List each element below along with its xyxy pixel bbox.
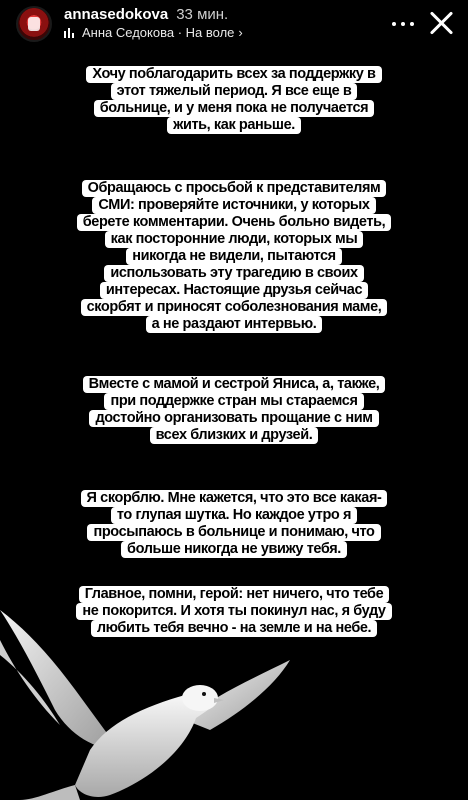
chevron-right-icon: › [238, 25, 243, 40]
story-text-line: просыпаюсь в больнице и понимаю, что [87, 524, 380, 541]
story-text-block [0, 180, 468, 333]
story-text-line: при поддержке стран мы стараемся [104, 393, 363, 410]
music-bars-icon [64, 28, 76, 38]
story-text-line: Хочу поблагодарить всех за поддержку в [86, 66, 381, 83]
story-text-line: достойно организовать прощание с ним [89, 410, 378, 427]
story-text-line: Главное, помни, герой: нет ничего, что тебе [79, 586, 390, 603]
story-text-line: никогда не видели, пытаются [126, 248, 341, 265]
dove-image [0, 600, 300, 800]
story-text-block [0, 66, 468, 134]
story-text-line: жить, как раньше. [167, 117, 301, 134]
user-line [64, 6, 228, 23]
story-text-line: больше никогда не увижу тебя. [121, 541, 347, 558]
story-text-line: СМИ: проверяйте источники, у которых [92, 197, 375, 214]
story-text-line: Вместе с мамой и сестрой Яниса, а, также, [83, 376, 386, 393]
music-artist: Анна Седокова [82, 25, 175, 40]
music-track: На воле [185, 25, 235, 40]
story-text-line: не покорится. И хотя ты покинул нас, я буду [76, 603, 391, 620]
story-text-line: берете комментарии. Очень больно видеть, [77, 214, 392, 231]
story-header [0, 0, 468, 48]
story-text-line: то глупая шутка. Но каждое утро я [111, 507, 357, 524]
story-text-line: как посторонние люди, которых мы [105, 231, 364, 248]
story-text-line: интересах. Настоящие друзья сейчас [100, 282, 368, 299]
story-text-line: скорбят и приносят соболезнования маме, [81, 299, 388, 316]
story-text-block [0, 376, 468, 444]
story-text-line: Я скорблю. Мне кажется, что это все какая- [81, 490, 388, 507]
story-text-line: этот тяжелый период. Я все еще в [111, 83, 358, 100]
story-text-line: а не раздают интервью. [146, 316, 323, 333]
story-text-line: Обращаюсь с просьбой к представителям [82, 180, 387, 197]
story-text-line: больнице, и у меня пока не получается [94, 100, 375, 117]
music-sticker[interactable]: Анна Седокова · На воле › [64, 25, 243, 40]
username[interactable]: annasedokova [64, 6, 169, 23]
close-icon[interactable] [428, 9, 456, 37]
story-text-line: использовать эту трагедию в своих [104, 265, 363, 282]
story-text-line: любить тебя вечно - на земле и на небе. [91, 620, 377, 637]
avatar-logo [28, 17, 40, 31]
story-text-line: всех близких и друзей. [150, 427, 319, 444]
more-options-icon[interactable] [391, 12, 415, 36]
avatar[interactable] [16, 6, 52, 42]
post-time: 33 мин. [176, 6, 229, 23]
story-text-block [0, 490, 468, 558]
